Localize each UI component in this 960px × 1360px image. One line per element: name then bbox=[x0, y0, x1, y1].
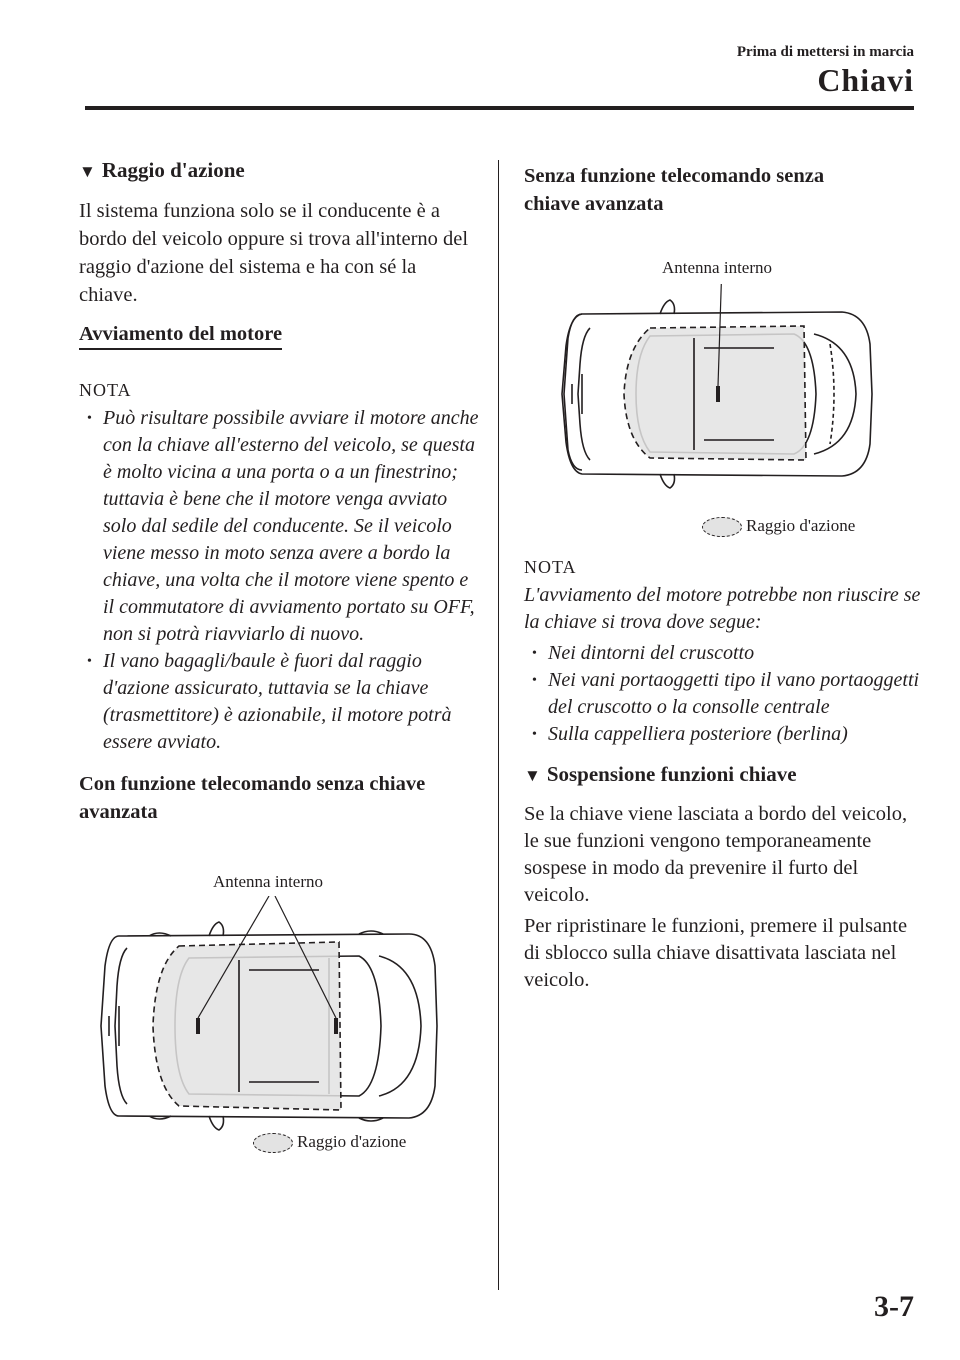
figure-heading-with: Con funzione telecomando senza chiave avanzata bbox=[79, 773, 426, 823]
antenna-label: Antenna interno bbox=[662, 258, 772, 277]
sospensione-paragraph-2: Per ripristinare le funzioni, premere il pulsante di sblocco sulla chiave disattivata lasciata nel veicolo. bbox=[524, 915, 908, 992]
triangle-bullet-icon: ▼ bbox=[524, 766, 541, 786]
range-label: Raggio d'azione bbox=[297, 1132, 407, 1151]
nota-label: NOTA bbox=[79, 380, 132, 400]
nota-item: • Può risultare possibile avviare il motore anche con la chiave all'esterno del veicolo, se questa è molto vicina a una porta o a un finestrino; tuttavia è bene che il motore venga avviato solo dal sedile del conducente. Se il veicolo viene messo in moto senza avere a bordo la chiave, una volta che il motore viene spento e il commutatore di avviamento portato su OFF, non si potrà riavviarlo di nuovo. bbox=[79, 405, 479, 648]
running-header-section: Prima di mettersi in marcia bbox=[736, 44, 914, 60]
column-divider bbox=[498, 160, 499, 1290]
right-column bbox=[524, 162, 924, 998]
left-column bbox=[79, 158, 479, 1153]
nota-item: • Nei vani portaoggetti tipo il vano portaoggetti del cruscotto o la consolle centrale bbox=[524, 667, 924, 721]
nota-label: NOTA bbox=[524, 557, 577, 578]
car-diagram-without-advanced-keyless bbox=[524, 228, 924, 528]
antenna-label: Antenna interno bbox=[213, 872, 323, 891]
figure-heading-without: Senza funzione telecomando senza chiave avanzata bbox=[524, 165, 825, 215]
range-label: Raggio d'azione bbox=[746, 516, 856, 535]
heading-sospensione bbox=[524, 762, 924, 787]
heading-sospensione-text: Sospensione funzioni chiave bbox=[546, 762, 797, 787]
nota-item: • Nei dintorni del cruscotto bbox=[524, 640, 924, 667]
nota-item: • Sulla cappelliera posteriore (berlina) bbox=[524, 721, 924, 748]
nota-list bbox=[524, 640, 924, 748]
page-number: 3-7 bbox=[874, 1290, 914, 1323]
intro-paragraph: Il sistema funziona solo se il conducente è a bordo del veicolo oppure si trova all'interno del raggio d'azione del sistema e ha con sé la chiave. bbox=[79, 200, 469, 306]
heading-raggio-text: Raggio d'azione bbox=[101, 158, 245, 182]
running-header-title: Chiavi bbox=[817, 62, 914, 98]
nota-list bbox=[79, 405, 479, 756]
car-top-view-illustration bbox=[524, 284, 924, 534]
nota-intro: L'avviamento del motore potrebbe non riuscire se la chiave si trova dove segue: bbox=[524, 584, 921, 634]
nota-item: • Il vano bagagli/baule è fuori dal raggio d'azione assicurato, tuttavia se la chiave (trasmettitore) è azionabile, il motore potrà essere avviato. bbox=[79, 648, 479, 756]
car-top-view-illustration bbox=[79, 896, 479, 1156]
sospensione-paragraph-1: Se la chiave viene lasciata a bordo del veicolo, le sue funzioni vengono temporaneamente sospese in modo da prevenire il furto del veicolo. bbox=[524, 803, 908, 907]
heading-raggio bbox=[79, 158, 479, 183]
car-diagram-with-advanced-keyless bbox=[79, 836, 479, 1156]
subheading-avviamento: Avviamento del motore bbox=[79, 323, 282, 350]
header-rule bbox=[85, 106, 914, 110]
triangle-bullet-icon: ▼ bbox=[79, 162, 96, 181]
